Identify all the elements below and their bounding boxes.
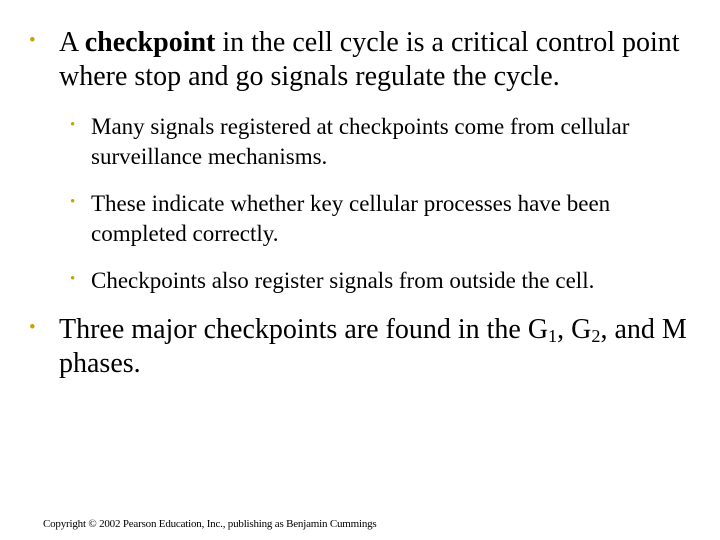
sub-bullet-marker: • [70,117,76,133]
bullet-text-post: in the cell cycle is a critical control point where stop and go signals regulate the cycle. [59,27,680,92]
bullet-text-pre: Three major checkpoints are found in the G [59,314,549,345]
subscript-2: 2 [591,326,601,346]
subscript-1: 1 [548,326,558,346]
sub-bullet-text: These indicate whether key cellular processes have been completed correctly. [91,191,611,246]
bullet-text [59,313,699,381]
bullet-text-pre: A [59,27,85,58]
bullet-text-mid: , G [557,314,592,345]
sub-bullet-marker: • [70,194,76,210]
bullet-marker: • [29,30,36,51]
bullet-marker: • [29,317,36,338]
bullet-text-post: , and M phases. [59,314,687,379]
keyword-checkpoint: checkpoint [84,27,216,58]
copyright-footer: Copyright © 2002 Pearson Education, Inc., publishing as Benjamin Cummings [43,518,377,530]
sub-bullet-text: Checkpoints also register signals from outside the cell. [91,268,595,293]
bullet-text [59,26,699,94]
sub-bullet-marker: • [70,271,76,287]
sub-bullet-text: Many signals registered at checkpoints come from cellular surveillance mechanisms. [91,114,630,169]
